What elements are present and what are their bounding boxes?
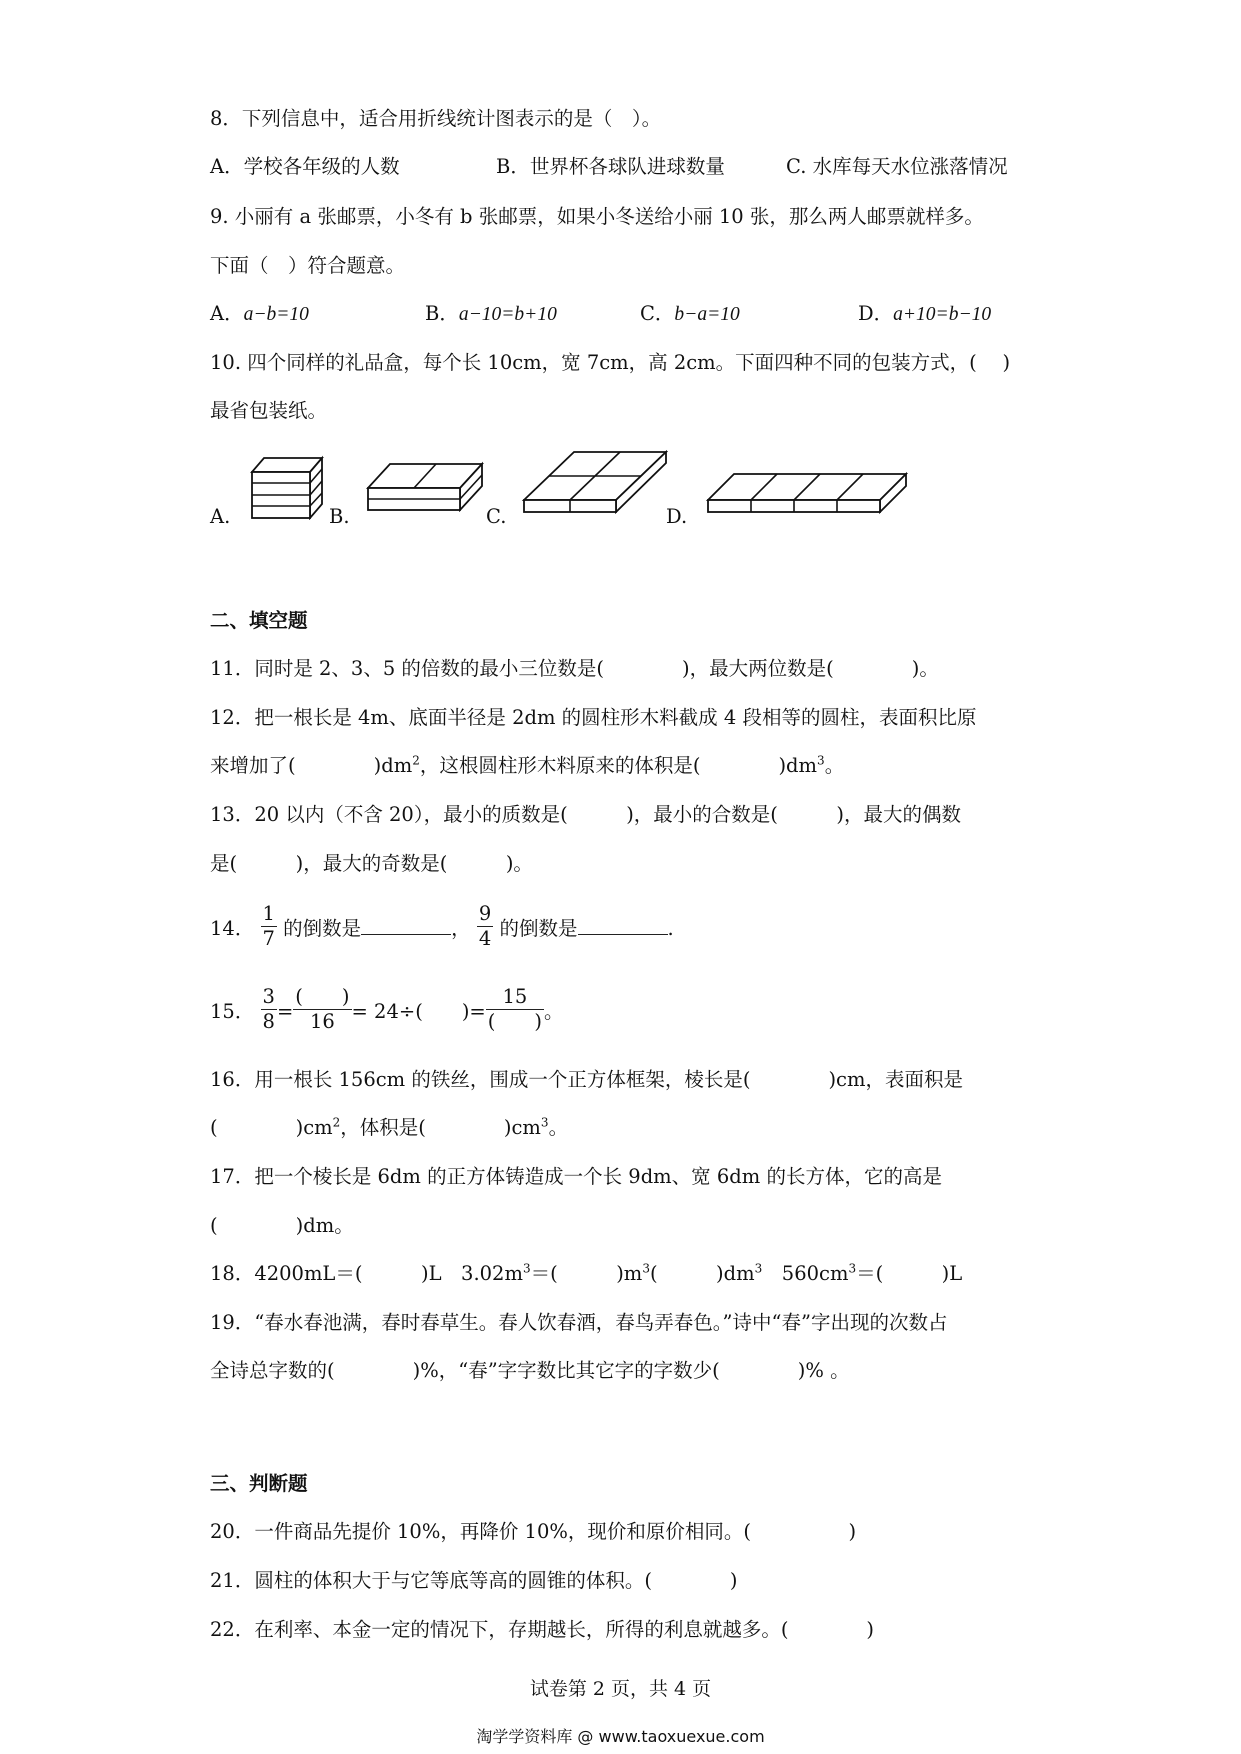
section-fill-in-heading: 二、填空题 — [210, 609, 308, 632]
q18-sup4: 3 — [848, 1261, 857, 1276]
q14-blank-1[interactable] — [361, 916, 451, 935]
q16-sup1: 2 — [332, 1115, 341, 1130]
q22: 22．在利率、本金一定的情况下，存期越长，所得的利息就越多。( ) — [210, 1618, 875, 1641]
q18 — [210, 1261, 962, 1287]
q14-fraction-2 — [477, 902, 493, 951]
q15-f2-num: ( ) — [295, 985, 350, 1008]
q9-option-d — [858, 301, 991, 328]
q12-sup2: 3 — [817, 753, 825, 768]
q9-option-a — [210, 301, 309, 328]
q14-text-2: 的倒数是 — [499, 917, 578, 940]
q9-option-d-label: D． — [858, 302, 894, 325]
q9-option-a-label: A． — [210, 302, 244, 325]
q15-f2-den: 16 — [309, 1010, 335, 1033]
q18-sup3: 3 — [754, 1261, 763, 1276]
q12-line2a: 来增加了( )dm — [210, 754, 413, 777]
q14 — [210, 902, 674, 954]
q15-f3-den: ( ) — [487, 1010, 542, 1033]
q9-option-a-expr: a−b=10 — [243, 304, 309, 325]
q15-f3-num: 15 — [502, 985, 528, 1008]
q16-sup2: 3 — [540, 1115, 549, 1130]
q15-fraction-1 — [261, 985, 277, 1034]
q8-stem: 8．下列信息中，适合用折线统计图表示的是（ ）。 — [210, 107, 662, 130]
q15 — [210, 985, 564, 1037]
q12-sup1: 2 — [412, 753, 420, 768]
q16-line2b: ，体积是( )cm — [340, 1116, 541, 1139]
q10-figure-d — [706, 470, 908, 516]
q8-option-b: B．世界杯各球队进球数量 — [496, 155, 725, 178]
q15-f1-num: 3 — [262, 985, 275, 1008]
q16-line1: 16．用一根长 156cm 的铁丝，围成一个正方体框架，棱长是( )cm，表面积是 — [210, 1068, 963, 1091]
q12-line2c: 。 — [824, 754, 845, 777]
q15-mid: = 24÷( )= — [351, 1000, 486, 1023]
q10-option-d-label: D. — [666, 505, 688, 528]
q18-part-e: ＝( )L — [856, 1262, 963, 1285]
q9-option-b — [425, 301, 557, 328]
q10-option-b-label: B. — [329, 505, 350, 528]
q10-figure-b — [366, 460, 484, 512]
q9-stem-line1: 9. 小丽有 a 张邮票，小冬有 b 张邮票，如果小冬送给小丽 10 张，那么两人邮票就样多。 — [210, 205, 984, 228]
q18-sup2: 3 — [642, 1261, 650, 1276]
q19-line1: 19．“春水春池满，春时春草生。春人饮春酒，春鸟弄春色。”诗中“春”字出现的次数占 — [210, 1311, 948, 1334]
q14-end: . — [667, 917, 674, 940]
q14-separator: ， — [451, 917, 471, 940]
q9-option-c-expr: b−a=10 — [674, 304, 740, 325]
q16-line2c: 。 — [548, 1116, 569, 1139]
q10-figure-a — [250, 452, 324, 520]
q16-line2 — [210, 1115, 568, 1141]
q20: 20．一件商品先提价 10%，再降价 10%，现价和原价相同。( ) — [210, 1520, 857, 1543]
q15-eq: = — [276, 1000, 294, 1023]
q9-stem-line2: 下面（ ）符合题意。 — [210, 254, 406, 277]
q14-text-1: 的倒数是 — [283, 917, 362, 940]
q10-stem-line1: 10. 四个同样的礼品盒，每个长 10cm，宽 7cm，高 2cm。下面四种不同的包装方式，( ) — [210, 351, 1011, 374]
q9-option-c-label: C． — [640, 302, 675, 325]
q9-option-b-expr: a−10=b+10 — [458, 304, 557, 325]
q15-fraction-2 — [293, 985, 351, 1034]
q8-option-a: A．学校各年级的人数 — [210, 155, 400, 178]
q18-sup1: 3 — [522, 1261, 531, 1276]
q14-f1-num: 1 — [262, 902, 275, 925]
q10-figure-c — [522, 448, 668, 514]
q12-line2 — [210, 753, 844, 779]
section-true-false-heading: 三、判断题 — [210, 1472, 308, 1495]
q9-option-b-label: B． — [425, 302, 459, 325]
q15-f1-den: 8 — [262, 1010, 275, 1033]
q16-line2a: ( )cm — [210, 1116, 333, 1139]
q18-part-a: 18．4200mL＝( )L 3.02m — [210, 1262, 523, 1285]
q14-f2-den: 4 — [478, 927, 492, 950]
watermark: 淘学学资料库 @ www.taoxuexue.com — [476, 1727, 765, 1746]
q10-option-a-label: A. — [210, 505, 231, 528]
q17-line1: 17．把一个棱长是 6dm 的正方体铸造成一个长 9dm、宽 6dm 的长方体，它的高是 — [210, 1165, 942, 1188]
q15-end: 。 — [543, 1000, 564, 1023]
q21: 21．圆柱的体积大于与它等底等高的圆锥的体积。( ) — [210, 1569, 738, 1592]
q14-blank-2[interactable] — [578, 916, 668, 935]
q18-part-b: ＝( )m — [530, 1262, 643, 1285]
q12-line1: 12．把一根长是 4m、底面半径是 2dm 的圆柱形木料截成 4 段相等的圆柱，表面积比原 — [210, 706, 977, 729]
q10-option-c-label: C. — [486, 505, 507, 528]
q13-line1: 13．20 以内（不含 20），最小的质数是( )，最小的合数是( )，最大的偶数 — [210, 803, 962, 826]
q12-line2b: ，这根圆柱形木料原来的体积是( )dm — [419, 754, 818, 777]
q14-f1-den: 7 — [262, 927, 275, 950]
q17-line2: ( )dm。 — [210, 1214, 354, 1237]
q11: 11．同时是 2、3、5 的倍数的最小三位数是( )，最大两位数是( )。 — [210, 657, 939, 680]
q13-line2: 是( )，最大的奇数是( )。 — [210, 852, 533, 875]
q14-f2-num: 9 — [478, 902, 492, 925]
q10-stem-line2: 最省包装纸。 — [210, 399, 328, 422]
page-footer: 试卷第 2 页，共 4 页 — [529, 1678, 712, 1700]
q18-part-d: 560cm — [762, 1262, 849, 1285]
q9-option-c — [640, 301, 740, 328]
q15-label: 15． — [210, 1000, 255, 1023]
q19-line2: 全诗总字数的( )%，“春”字字数比其它字的字数少( )% 。 — [210, 1359, 850, 1382]
q14-label: 14． — [210, 917, 255, 940]
q14-fraction-1 — [261, 902, 277, 951]
q8-option-c: C. 水库每天水位涨落情况 — [786, 155, 1008, 178]
q18-part-c: ( )dm — [649, 1262, 755, 1285]
q15-fraction-3 — [486, 985, 544, 1034]
q9-option-d-expr: a+10=b−10 — [893, 304, 992, 325]
